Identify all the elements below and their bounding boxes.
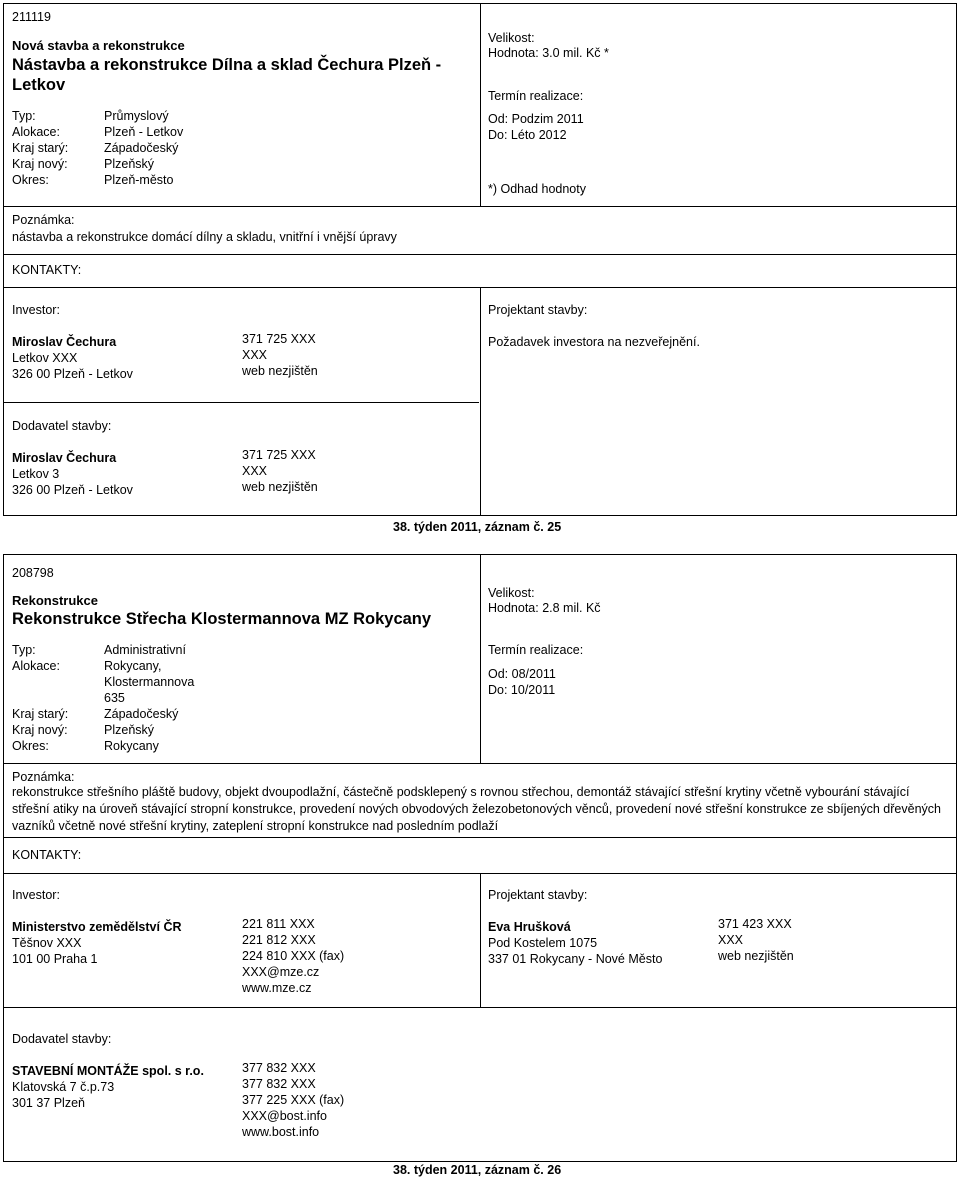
dodavatel-contact-3: 377 225 XXX (fax) — [242, 1093, 345, 1107]
dodavatel-addr1: Klatovská 7 č.p.73 — [12, 1080, 115, 1094]
section-divider — [4, 254, 956, 255]
odhad-note: *) Odhad hodnoty — [488, 182, 586, 196]
dodavatel-block — [12, 1063, 204, 1111]
record-footer: 38. týden 2011, záznam č. 25 — [393, 520, 562, 534]
dodavatel-contacts — [242, 447, 318, 495]
kraj-novy-label: Kraj nový: — [12, 157, 68, 171]
investor-label: Investor: — [12, 888, 60, 902]
record-footer: 38. týden 2011, záznam č. 26 — [393, 1163, 562, 1177]
hodnota-value: Hodnota: 2.8 mil. Kč — [488, 601, 601, 615]
projektant-text: Požadavek investora na nezveřejnění. — [488, 335, 700, 349]
section-divider — [4, 402, 479, 403]
dodavatel-contact-2: 377 832 XXX — [242, 1077, 316, 1091]
projektant-label: Projektant stavby: — [488, 888, 588, 902]
section-divider — [4, 763, 956, 764]
typ-value: Administrativní — [104, 643, 186, 657]
dodavatel-contacts — [242, 1060, 344, 1140]
okres-label: Okres: — [12, 173, 49, 187]
investor-addr1: Těšnov XXX — [12, 936, 82, 950]
investor-web: web nezjištěn — [242, 364, 318, 378]
dodavatel-label: Dodavatel stavby: — [12, 1032, 112, 1046]
section-divider — [4, 1007, 956, 1008]
velikost-label: Velikost: — [488, 31, 535, 45]
projektant-contacts — [718, 916, 794, 964]
record-category: Nová stavba a rekonstrukce — [12, 38, 185, 53]
investor-block — [12, 334, 133, 382]
dodavatel-web: www.bost.info — [242, 1125, 320, 1139]
projektant-web: web nezjištěn — [718, 949, 794, 963]
poznamka-text: nástavba a rekonstrukce domácí dílny a skladu, vnitřní i vnější úpravy — [12, 230, 397, 244]
typ-label: Typ: — [12, 643, 36, 657]
projektant-label: Projektant stavby: — [488, 303, 588, 317]
projektant-contact-2: XXX — [718, 933, 744, 947]
investor-addr1: Letkov XXX — [12, 351, 78, 365]
projektant-contact-1: 371 423 XXX — [718, 917, 792, 931]
investor-name: Miroslav Čechura — [12, 335, 117, 349]
dodavatel-block — [12, 450, 133, 498]
projektant-block — [488, 919, 662, 967]
investor-label: Investor: — [12, 303, 60, 317]
typ-label: Typ: — [12, 109, 36, 123]
termin-do: Do: Léto 2012 — [488, 128, 567, 142]
dodavatel-email: XXX@bost.info — [242, 1109, 327, 1123]
dodavatel-phone2: XXX — [242, 464, 268, 478]
record-title: Nástavba a rekonstrukce Dílna a sklad Čechura Plzeň - Letkov — [12, 56, 442, 94]
kraj-stary-value: Západočeský — [104, 707, 179, 721]
dodavatel-name: STAVEBNÍ MONTÁŽE spol. s r.o. — [12, 1064, 204, 1078]
record-id: 208798 — [12, 566, 54, 580]
column-divider — [480, 4, 481, 206]
investor-contacts — [242, 331, 318, 379]
investor-addr2: 101 00 Praha 1 — [12, 952, 98, 966]
investor-contact-1: 221 811 XXX — [242, 917, 315, 931]
investor-contact-2: 221 812 XXX — [242, 933, 316, 947]
investor-block — [12, 919, 182, 967]
record-208798 — [3, 554, 957, 1162]
alokace-label: Alokace: — [12, 659, 60, 673]
okres-value: Rokycany — [104, 739, 159, 753]
kraj-stary-label: Kraj starý: — [12, 707, 69, 721]
okres-label: Okres: — [12, 739, 49, 753]
poznamka-label: Poznámka: — [12, 213, 75, 227]
record-id: 211119 — [12, 10, 51, 24]
investor-web: www.mze.cz — [242, 981, 312, 995]
investor-email: XXX@mze.cz — [242, 965, 320, 979]
column-divider — [480, 555, 481, 763]
typ-value: Průmyslový — [104, 109, 169, 123]
termin-do: Do: 10/2011 — [488, 683, 556, 697]
termin-od: Od: 08/2011 — [488, 667, 556, 681]
record-211119 — [3, 3, 957, 516]
okres-value: Plzeň-město — [104, 173, 174, 187]
column-divider — [480, 287, 481, 516]
alokace-value: Plzeň - Letkov — [104, 125, 184, 139]
investor-contact-3: 224 810 XXX (fax) — [242, 949, 345, 963]
dodavatel-contact-1: 377 832 XXX — [242, 1061, 316, 1075]
alokace-value-1: Rokycany, — [104, 659, 162, 673]
dodavatel-web: web nezjištěn — [242, 480, 318, 494]
alokace-label: Alokace: — [12, 125, 60, 139]
termin-label: Termín realizace: — [488, 89, 584, 103]
kraj-novy-value: Plzeňský — [104, 723, 155, 737]
projektant-name: Eva Hrušková — [488, 920, 571, 934]
investor-contacts — [242, 916, 344, 996]
kraj-novy-value: Plzeňský — [104, 157, 155, 171]
section-divider — [4, 837, 956, 838]
dodavatel-name: Miroslav Čechura — [12, 451, 117, 465]
poznamka-text: rekonstrukce střešního pláště budovy, objekt dvoupodlažní, částečně podsklepený s rovnou střechou, demontáž stávající střešní krytiny včetně vybourání stávající střešní atiky na úroveň stávající stropní konstrukce, provedení nových obvodových železobetonových věnců, provedení nové střešní konstrukce ze sbíjených dřevěných vazníků včetně nové střešní krytiny, zateplení stropní konstrukce nad posledním podlaží — [12, 785, 941, 833]
termin-od: Od: Podzim 2011 — [488, 112, 584, 126]
alokace-value-3: 635 — [104, 691, 125, 705]
dodavatel-addr2: 301 37 Plzeň — [12, 1096, 85, 1110]
dodavatel-addr1: Letkov 3 — [12, 467, 60, 481]
section-divider — [4, 206, 956, 207]
kontakty-heading: KONTAKTY: — [12, 263, 82, 277]
record-category: Rekonstrukce — [12, 593, 98, 608]
projektant-addr1: Pod Kostelem 1075 — [488, 936, 598, 950]
kraj-stary-value: Západočeský — [104, 141, 179, 155]
kraj-novy-label: Kraj nový: — [12, 723, 68, 737]
projektant-addr2: 337 01 Rokycany - Nové Město — [488, 952, 663, 966]
investor-phone1: 371 725 XXX — [242, 332, 316, 346]
alokace-value-2: Klostermannova — [104, 675, 195, 689]
kontakty-heading: KONTAKTY: — [12, 848, 82, 862]
poznamka-label: Poznámka: — [12, 770, 75, 784]
record-title: Rekonstrukce Střecha Klostermannova MZ Rokycany — [12, 610, 432, 628]
hodnota-value: Hodnota: 3.0 mil. Kč * — [488, 46, 609, 60]
velikost-label: Velikost: — [488, 586, 535, 600]
dodavatel-phone1: 371 725 XXX — [242, 448, 316, 462]
investor-name: Ministerstvo zemědělství ČR — [12, 920, 182, 934]
column-divider — [480, 873, 481, 1007]
dodavatel-addr2: 326 00 Plzeň - Letkov — [12, 483, 133, 497]
investor-phone2: XXX — [242, 348, 268, 362]
dodavatel-label: Dodavatel stavby: — [12, 419, 112, 433]
termin-label: Termín realizace: — [488, 643, 584, 657]
investor-addr2: 326 00 Plzeň - Letkov — [12, 367, 133, 381]
kraj-stary-label: Kraj starý: — [12, 141, 69, 155]
